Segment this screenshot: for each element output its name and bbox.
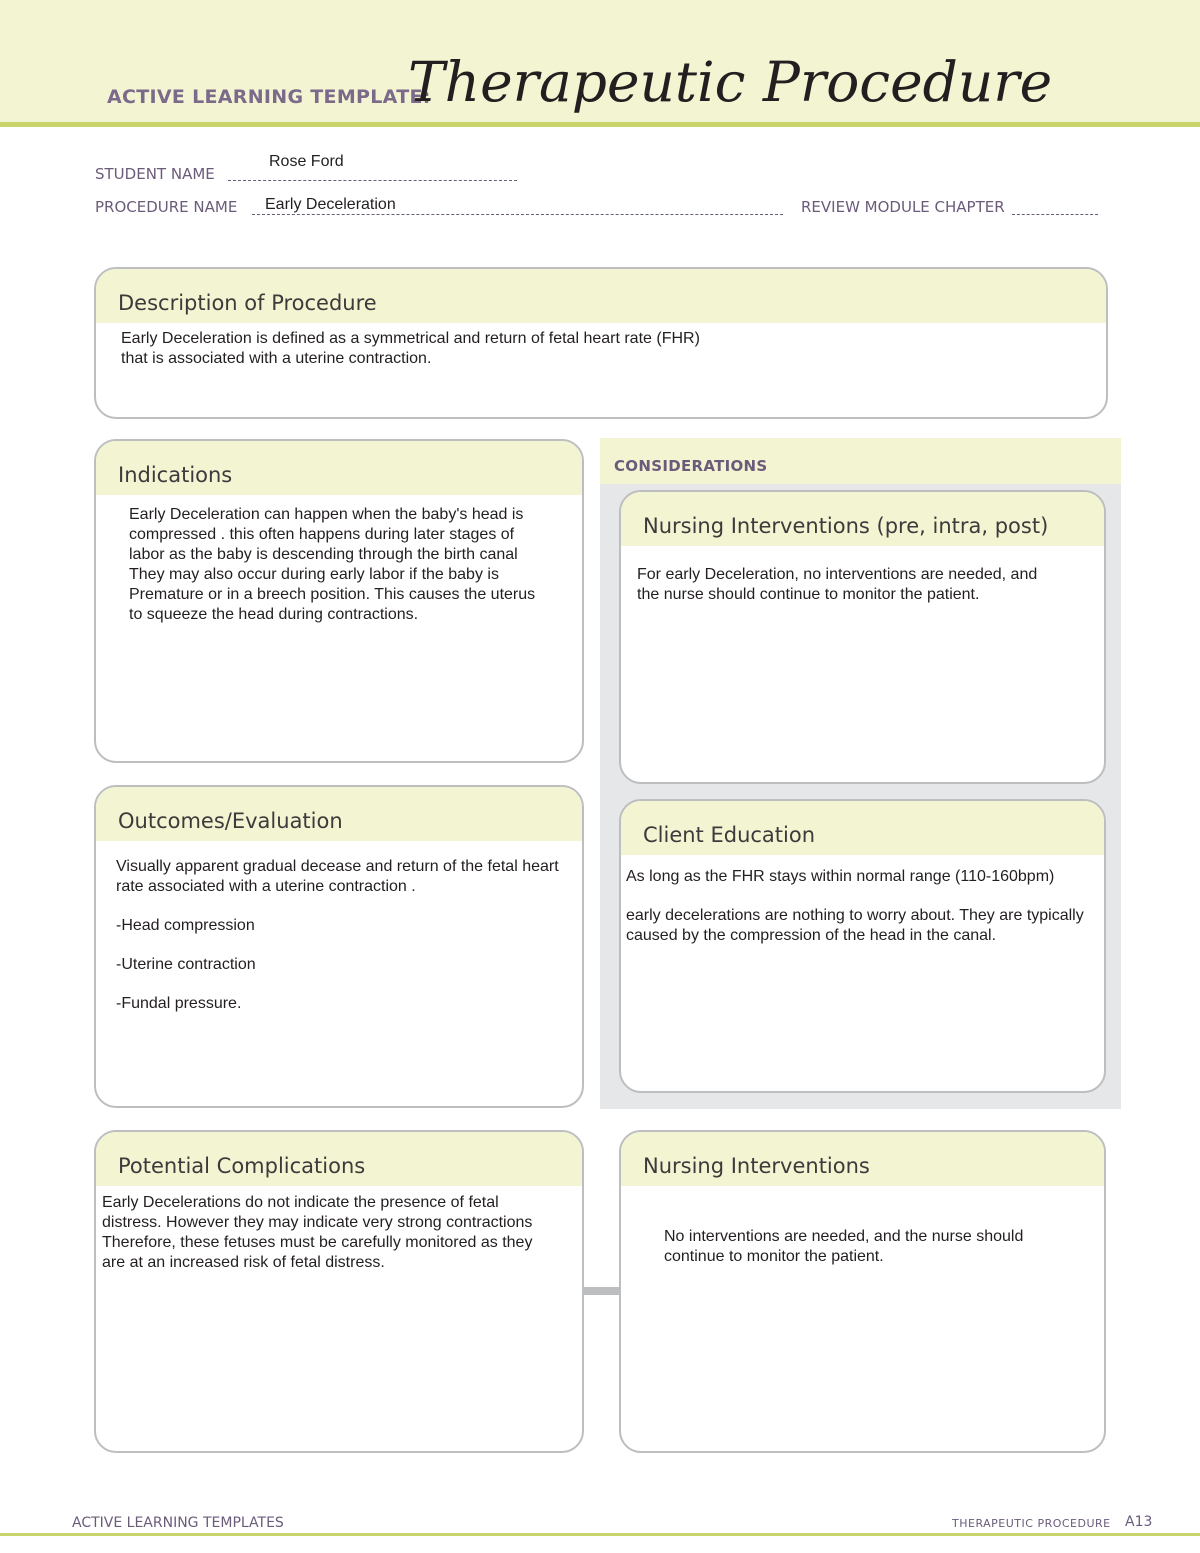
client-education-title: Client Education xyxy=(643,823,816,847)
client-education-box xyxy=(619,799,1106,1093)
nursing-interventions-text[interactable] xyxy=(664,1227,1023,1267)
student-name-line xyxy=(228,180,517,181)
nursing-pre-line: the nurse should continue to monitor the patient. xyxy=(637,586,980,603)
nursing-pre-box xyxy=(619,490,1106,784)
procedure-name-line xyxy=(252,214,783,215)
procedure-name-label: PROCEDURE NAME xyxy=(95,198,238,216)
nursing-interventions-line: continue to monitor the patient. xyxy=(664,1248,884,1265)
indications-line: Early Deceleration can happen when the baby's head is xyxy=(129,506,524,523)
student-name-label: STUDENT NAME xyxy=(95,165,215,183)
box-connector xyxy=(582,1287,622,1295)
nursing-interventions-title: Nursing Interventions xyxy=(643,1154,870,1178)
description-title: Description of Procedure xyxy=(118,291,377,315)
page-number: A13 xyxy=(1125,1514,1153,1530)
outcomes-title: Outcomes/Evaluation xyxy=(118,809,343,833)
nursing-interventions-line: No interventions are needed, and the nurse should xyxy=(664,1228,1024,1245)
client-education-text[interactable] xyxy=(626,867,1104,965)
client-education-paragraph: early decelerations are nothing to worry about. They are typically caused by the compression of the head in the canal. xyxy=(626,907,1084,944)
review-module-field[interactable] xyxy=(1012,214,1098,215)
description-box xyxy=(94,267,1108,419)
footer-divider xyxy=(0,1533,1200,1536)
complications-line: Early Decelerations do not indicate the presence of fetal xyxy=(102,1194,499,1211)
description-text[interactable] xyxy=(121,329,700,369)
indications-line: They may also occur during early labor if the baby is xyxy=(129,566,499,583)
complications-box xyxy=(94,1130,584,1453)
complications-line: are at an increased risk of fetal distress. xyxy=(102,1254,385,1271)
template-label: ACTIVE LEARNING TEMPLATE: xyxy=(107,86,431,108)
procedure-name-field[interactable]: Early Deceleration xyxy=(265,196,396,213)
footer-left-label: ACTIVE LEARNING TEMPLATES xyxy=(72,1515,284,1531)
header-divider xyxy=(0,122,1200,127)
outcomes-paragraph: -Fundal pressure. xyxy=(116,995,242,1012)
complications-text[interactable] xyxy=(102,1193,532,1273)
nursing-pre-text[interactable] xyxy=(637,565,1037,605)
indications-title: Indications xyxy=(118,463,233,487)
outcomes-box xyxy=(94,785,584,1108)
nursing-pre-line: For early Deceleration, no interventions are needed, and xyxy=(637,566,1038,583)
outcomes-text[interactable] xyxy=(116,857,566,1033)
complications-line: distress. However they may indicate very strong contractions xyxy=(102,1214,533,1231)
complications-title: Potential Complications xyxy=(118,1154,366,1178)
indications-line: to squeeze the head during contractions. xyxy=(129,606,419,623)
considerations-label: CONSIDERATIONS xyxy=(614,457,768,475)
student-name-field[interactable]: Rose Ford xyxy=(269,153,344,170)
outcomes-paragraph: -Head compression xyxy=(116,917,255,934)
description-line: that is associated with a uterine contraction. xyxy=(121,350,432,367)
indications-line: compressed . this often happens during later stages of xyxy=(129,526,515,543)
client-education-paragraph: As long as the FHR stays within normal range (110-160bpm) xyxy=(626,868,1055,885)
nursing-interventions-box xyxy=(619,1130,1106,1453)
description-line: Early Deceleration is defined as a symmetrical and return of fetal heart rate (FHR) xyxy=(121,330,700,347)
outcomes-paragraph: -Uterine contraction xyxy=(116,956,256,973)
indications-line: Premature or in a breech position. This causes the uterus xyxy=(129,586,536,603)
nursing-pre-title: Nursing Interventions (pre, intra, post) xyxy=(643,514,1049,538)
indications-line: labor as the baby is descending through the birth canal xyxy=(129,546,518,563)
complications-line: Therefore, these fetuses must be carefully monitored as they xyxy=(102,1234,533,1251)
footer-right-label: THERAPEUTIC PROCEDURE xyxy=(952,1517,1111,1530)
indications-box xyxy=(94,439,584,763)
template-title: Therapeutic Procedure xyxy=(408,50,1053,114)
indications-text[interactable] xyxy=(129,505,535,625)
outcomes-paragraph: Visually apparent gradual decease and return of the fetal heart rate associated with a uterine contraction . xyxy=(116,858,559,895)
review-module-label: REVIEW MODULE CHAPTER xyxy=(801,198,1005,216)
